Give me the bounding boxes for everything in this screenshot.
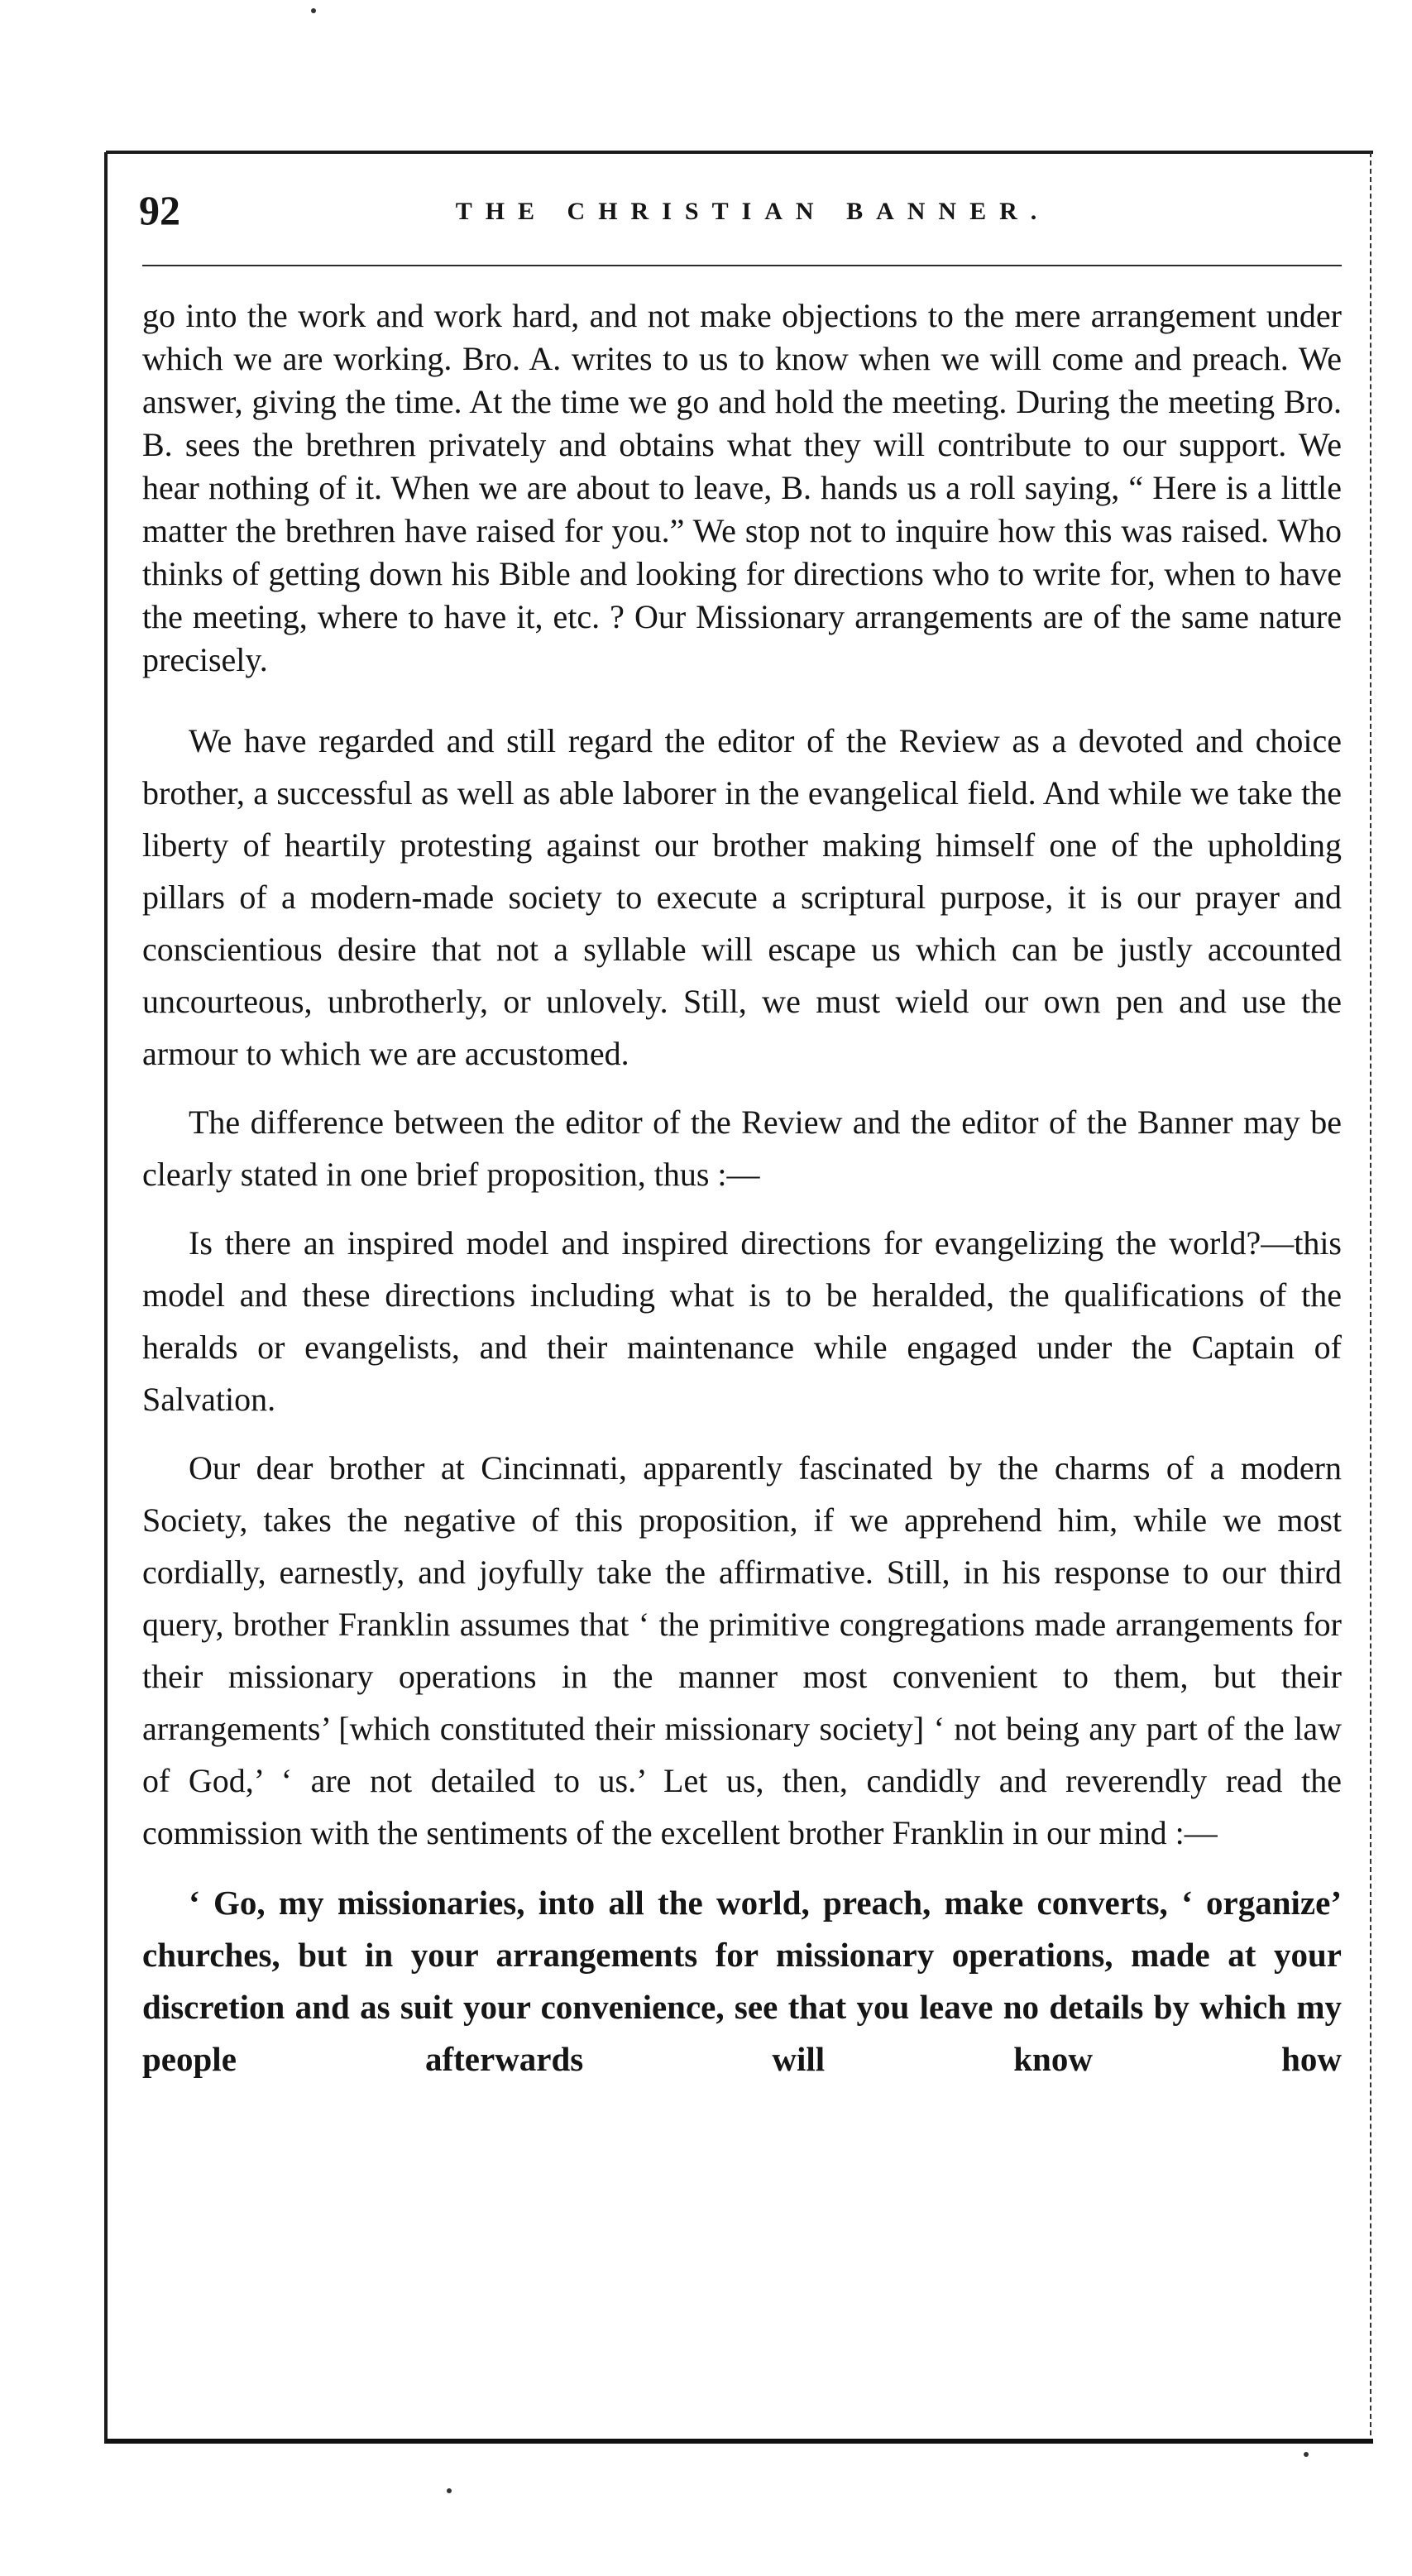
paragraph-5: Our dear brother at Cincinnati, apparently fascinated by the charms of a modern Society, takes the negative of this proposition, if we apprehend him, while we most cordially, earnestly, and joyfully take the affirmative. Still, in his response to our third query, brother Franklin assumes that ‘ the primitive congregations made arrangements for their missionary operations in the manner most convenient to them, but their arrangements’ [which constituted their missionary society] ‘ not being any part of the law of God,’ ‘ are not detailed to us.’ Let us, then, candidly and reverendly read the commission with the sentiments of the excellent brother Franklin in our mind :— [142, 1449, 1342, 1851]
page-border-top [106, 151, 1373, 154]
body-text [142, 294, 1342, 2085]
running-title: THE CHRISTIAN BANNER. [455, 198, 1051, 225]
scan-speck [447, 2488, 452, 2493]
page-border-left [104, 152, 108, 2444]
page-number: 92 [139, 187, 180, 233]
paragraph-1: go into the work and work hard, and not make objections to the mere arrangement under which we are working. Bro. A. writes to us to know when we will come and preach. We answer, giving the time. At the time we go and hold the meeting. During the meeting Bro. B. sees the brethren privately and obtains what they will contribute to our support. We hear nothing of it. When we are about to leave, B. hands us a roll saying, “ Here is a little matter the brethren have raised for you.” We stop not to inquire how this was raised. Who thinks of getting down his Bible and looking for directions who to write for, when to have the meeting, where to have it, etc. ? Our Missionary arrangements are of the same nature precisely. [142, 297, 1342, 678]
paragraph-2: We have regarded and still regard the editor of the Review as a devoted and choice brother, a successful as well as able laborer in the evangelical field. And while we take the liberty of heartily protesting against our brother making himself one of the upholding pillars of a modern-made society to execute a scriptural purpose, it is our prayer and conscientious desire that not a syllable will escape us which can be justly accounted uncourteous, unbrotherly, or unlovely. Still, we must wield our own pen and use the armour to which we are accustomed. [142, 722, 1342, 1072]
header-rule [142, 265, 1342, 266]
page-border-right [1370, 152, 1371, 2444]
paragraph-4: Is there an inspired model and inspired directions for evangelizing the world?—this model and these directions including what is to be heralded, the qualifications of the heralds or evangelists, and their maintenance while engaged under the Captain of Salvation. [142, 1224, 1342, 1418]
paragraph-6-quotation: ‘ Go, my missionaries, into all the world, preach, make converts, ‘ organize’ churches, but in your arrangements for missionary operations, made at your discretion and as suit your convenience, see that you leave no details by which my people afterwards will know how [142, 1884, 1342, 2078]
scan-speck [1304, 2452, 1309, 2457]
page-border-bottom [106, 2439, 1373, 2444]
scan-speck [311, 8, 316, 13]
paragraph-3: The difference between the editor of the Review and the editor of the Banner may be clearly stated in one brief proposition, thus :— [142, 1104, 1342, 1193]
